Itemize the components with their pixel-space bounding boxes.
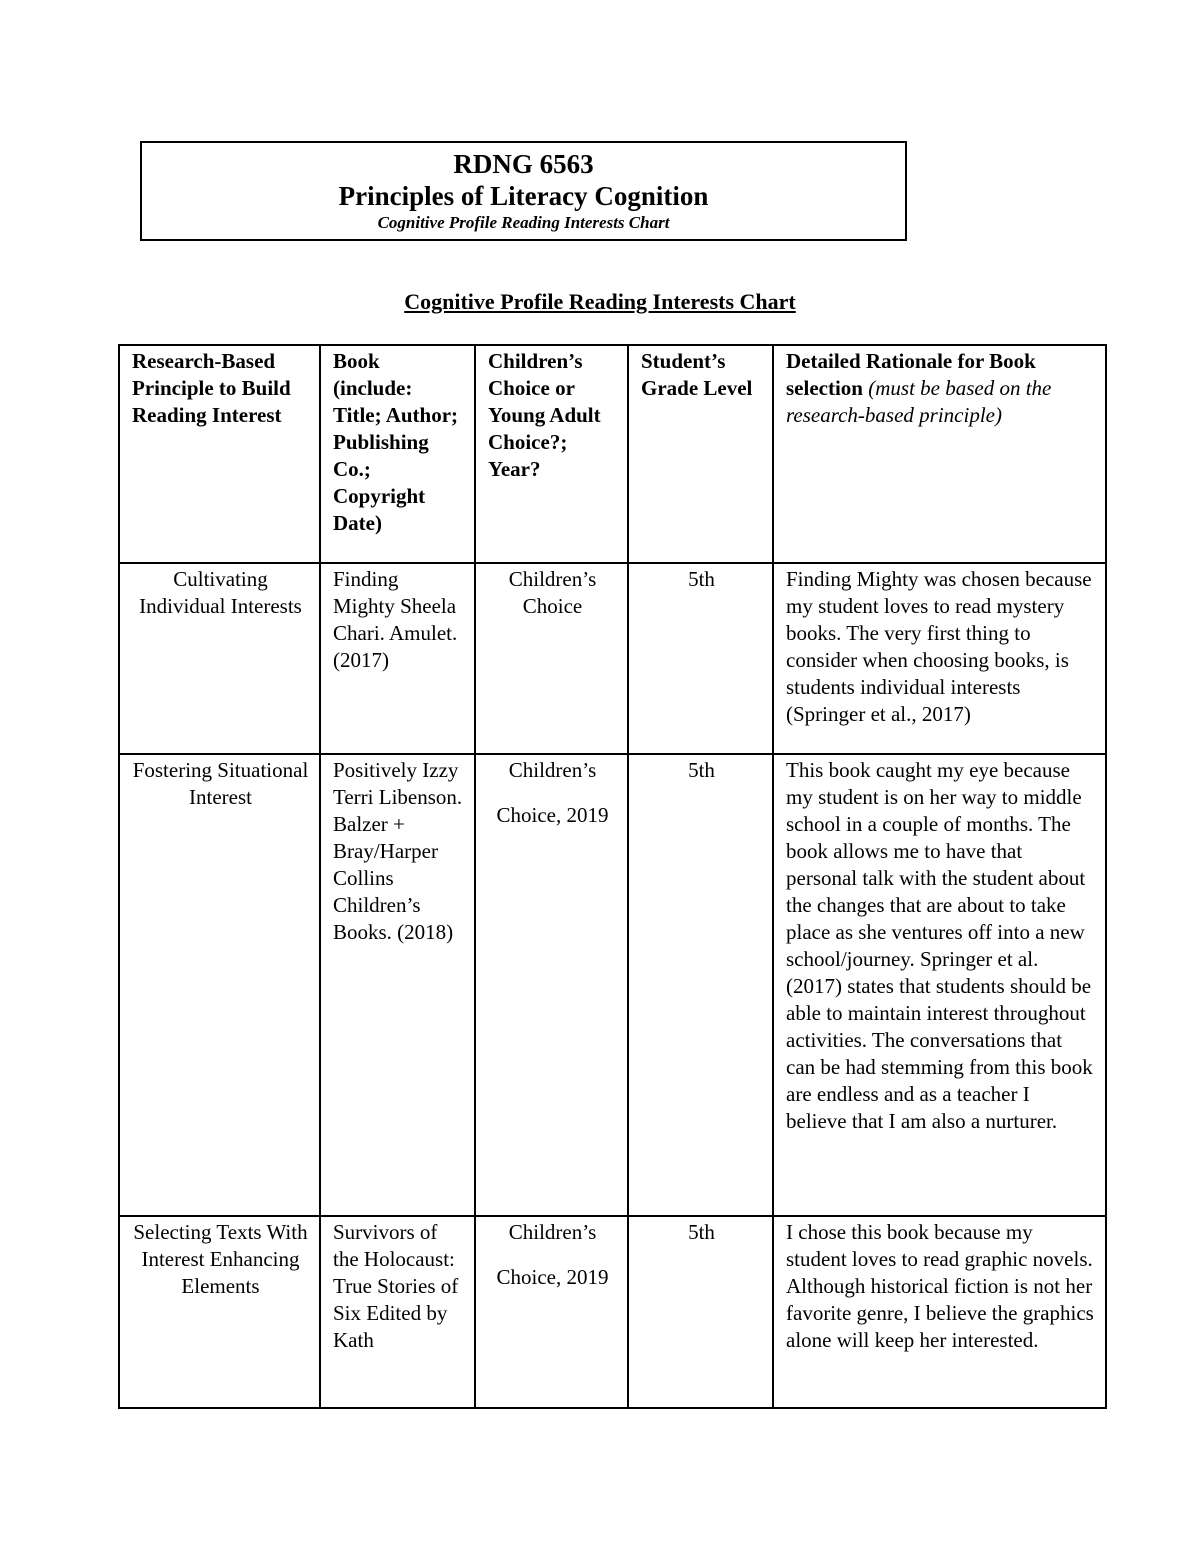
choice-line1: Children’s <box>508 758 597 782</box>
choice-line2: Choice, 2019 <box>496 803 609 827</box>
cell-grade: 5th <box>628 1216 773 1408</box>
cell-book: Positively Izzy Terri Libenson. Balzer + Bray/Harper Collins Children’s Books. (2018) <box>320 754 475 1216</box>
cell-choice <box>475 1216 628 1408</box>
cell-choice <box>475 754 628 1216</box>
header-rationale <box>773 345 1106 563</box>
course-code: RDNG 6563 <box>453 149 594 179</box>
header-rationale-note: (must be based on the research-based principle) <box>786 376 1052 427</box>
cell-choice <box>475 563 628 754</box>
choice-line2: Choice <box>522 594 583 618</box>
course-subtitle: Cognitive Profile Reading Interests Chart <box>377 213 670 232</box>
choice-line2: Choice, 2019 <box>496 1265 609 1289</box>
course-title: Principles of Literacy Cognition <box>338 181 709 211</box>
reading-interests-table <box>118 344 1107 1409</box>
table-row <box>119 563 1106 754</box>
cell-rationale: I chose this book because my student loves to read graphic novels. Although historical fiction is not her favorite genre, I believe the graphics alone will keep her interested. <box>773 1216 1106 1408</box>
table-row <box>119 1216 1106 1408</box>
table-header-row <box>119 345 1106 563</box>
cell-principle: Cultivating Individual Interests <box>119 563 320 754</box>
table-row <box>119 754 1106 1216</box>
chart-title: Cognitive Profile Reading Interests Chart <box>404 289 796 314</box>
cell-book: Finding Mighty Sheela Chari. Amulet. (2017) <box>320 563 475 754</box>
header-choice: Children’s Choice or Young Adult Choice?; Year? <box>475 345 628 563</box>
cell-grade: 5th <box>628 754 773 1216</box>
header-rationale-label: Detailed Rationale for Book selection <box>786 349 1036 400</box>
cell-rationale: This book caught my eye because my student is on her way to middle school in a couple of months. The book allows me to have that personal talk with the student about the changes that are about to take place as she ventures off into a new school/journey. Springer et al. (2017) states that students should be able to maintain interest throughout activities. The conversations that can be had stemming from this book are endless and as a teacher I believe that I am also a nurturer. <box>773 754 1106 1216</box>
choice-line1: Children’s <box>508 567 597 591</box>
cell-rationale: Finding Mighty was chosen because my student loves to read mystery books. The very first thing to consider when choosing books, is students individual interests (Springer et al., 2017) <box>773 563 1106 754</box>
course-header-box <box>140 141 907 241</box>
header-principle: Research-Based Principle to Build Reading Interest <box>119 345 320 563</box>
cell-principle: Fostering Situational Interest <box>119 754 320 1216</box>
cell-book: Survivors of the Holocaust: True Stories of Six Edited by Kath <box>320 1216 475 1408</box>
header-grade: Student’s Grade Level <box>628 345 773 563</box>
cell-grade: 5th <box>628 563 773 754</box>
cell-principle: Selecting Texts With Interest Enhancing Elements <box>119 1216 320 1408</box>
header-book: Book (include: Title; Author; Publishing Co.; Copyright Date) <box>320 345 475 563</box>
choice-line1: Children’s <box>508 1220 597 1244</box>
